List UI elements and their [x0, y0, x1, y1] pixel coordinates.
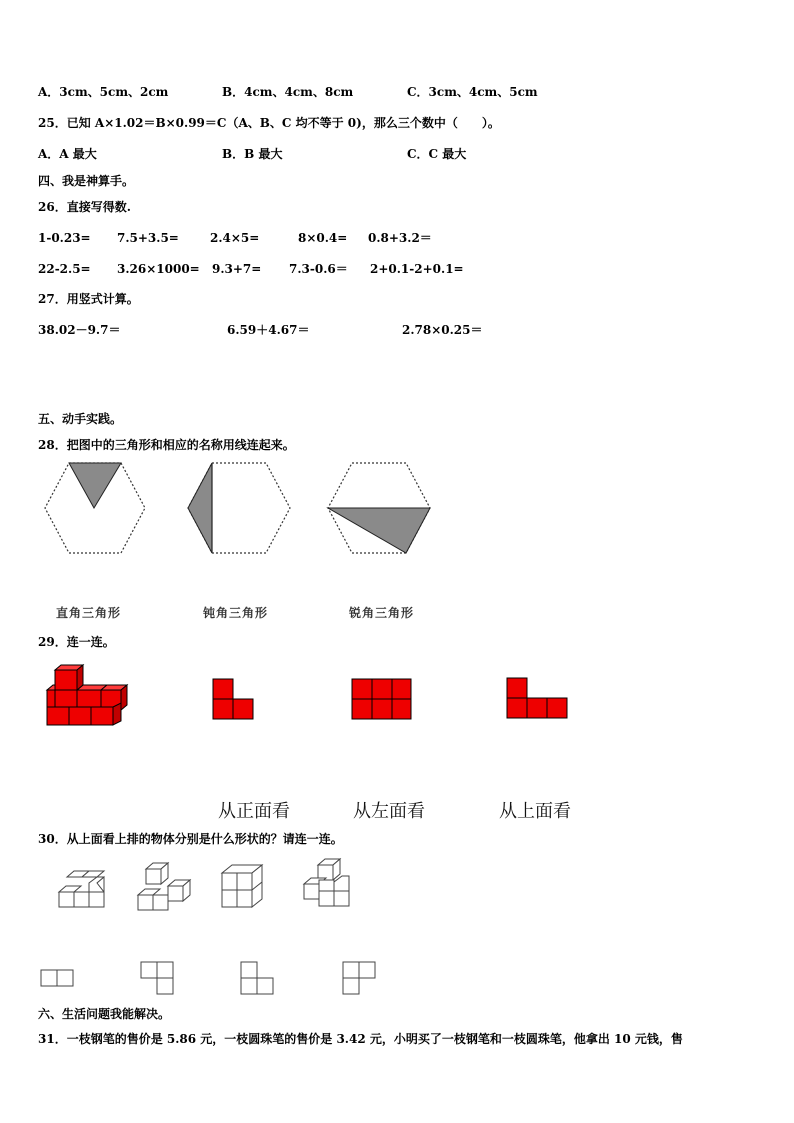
q24-option-a: A．3cm、5cm、2cm	[38, 85, 169, 99]
q28-label: 钝角三角形	[203, 606, 269, 620]
q25-option-a: A．A 最大	[38, 147, 97, 161]
top-view-3	[241, 962, 273, 994]
q24-option-c: C．3cm、4cm、5cm	[407, 85, 538, 99]
q26-row2-item: 9.3+7=	[212, 262, 262, 276]
q30-solids	[0, 855, 400, 925]
hexagon-figure-3	[328, 463, 430, 553]
hexagon-figure-1	[45, 463, 145, 553]
q26-row1-item: 1-0.23=	[38, 231, 91, 245]
q26-row1-item: 8×0.4=	[298, 231, 348, 245]
q28-stem: 28．把图中的三角形和相应的名称用线连起来。	[38, 438, 295, 452]
cube-solid-1	[59, 871, 104, 907]
q24-option-b: B．4cm、4cm、8cm	[222, 85, 354, 99]
q27-item: 2.78×0.25＝	[402, 323, 483, 337]
view-label-left: 从左面看	[353, 801, 425, 822]
cube-solid-4	[304, 859, 349, 906]
q25-stem: 25．已知 A×1.02＝B×0.99＝C（A、B、C 均不等于 0)，那么三个数中（ ）。	[38, 116, 500, 130]
q30-top-views	[0, 960, 400, 1000]
hexagon-figure-2	[188, 463, 290, 553]
cube-solid-2	[138, 863, 190, 910]
view-shape-2	[352, 679, 411, 719]
section5-heading: 五、动手实践。	[38, 412, 123, 426]
q28-figures	[0, 455, 794, 615]
q27-item: 38.02－9.7＝	[38, 323, 121, 337]
section6-heading: 六、生活问题我能解决。	[38, 1007, 171, 1021]
top-view-4	[343, 962, 375, 994]
q26-row1-item: 0.8+3.2＝	[368, 231, 432, 245]
q26-row2-item: 7.3-0.6＝	[289, 262, 348, 276]
q26-row2-item: 2+0.1-2+0.1=	[370, 262, 464, 276]
red-cube-cluster	[47, 665, 127, 725]
q31-stem: 31．一枝钢笔的售价是 5.86 元，一枝圆珠笔的售价是 3.42 元，小明买了一枝钢笔和一枝圆珠笔，他拿出 10 元钱，售	[38, 1032, 683, 1046]
q28-label: 直角三角形	[56, 606, 122, 620]
q29-stem: 29．连一连。	[38, 635, 115, 649]
q28-label: 锐角三角形	[349, 606, 415, 620]
view-shape-1	[213, 679, 253, 719]
cube-solid-3	[222, 865, 262, 907]
q26-stem: 26．直接写得数.	[38, 200, 131, 214]
q26-row2-item: 22-2.5=	[38, 262, 91, 276]
q26-row1-item: 2.4×5=	[210, 231, 260, 245]
view-label-top: 从上面看	[499, 801, 571, 822]
q26-row2-item: 3.26×1000=	[117, 262, 200, 276]
q27-item: 6.59＋4.67＝	[227, 323, 310, 337]
q25-option-c: C．C 最大	[407, 147, 467, 161]
top-view-1	[41, 970, 73, 986]
q25-option-b: B．B 最大	[222, 147, 283, 161]
q30-stem: 30．从上面看上排的物体分别是什么形状的？请连一连。	[38, 832, 343, 846]
view-label-front: 从正面看	[218, 801, 290, 822]
q27-stem: 27．用竖式计算。	[38, 292, 139, 306]
view-shape-3	[507, 678, 567, 718]
top-view-2	[141, 962, 173, 994]
q26-row1-item: 7.5+3.5=	[117, 231, 179, 245]
q29-figures	[0, 665, 600, 735]
section4-heading: 四、我是神算手。	[38, 174, 135, 188]
